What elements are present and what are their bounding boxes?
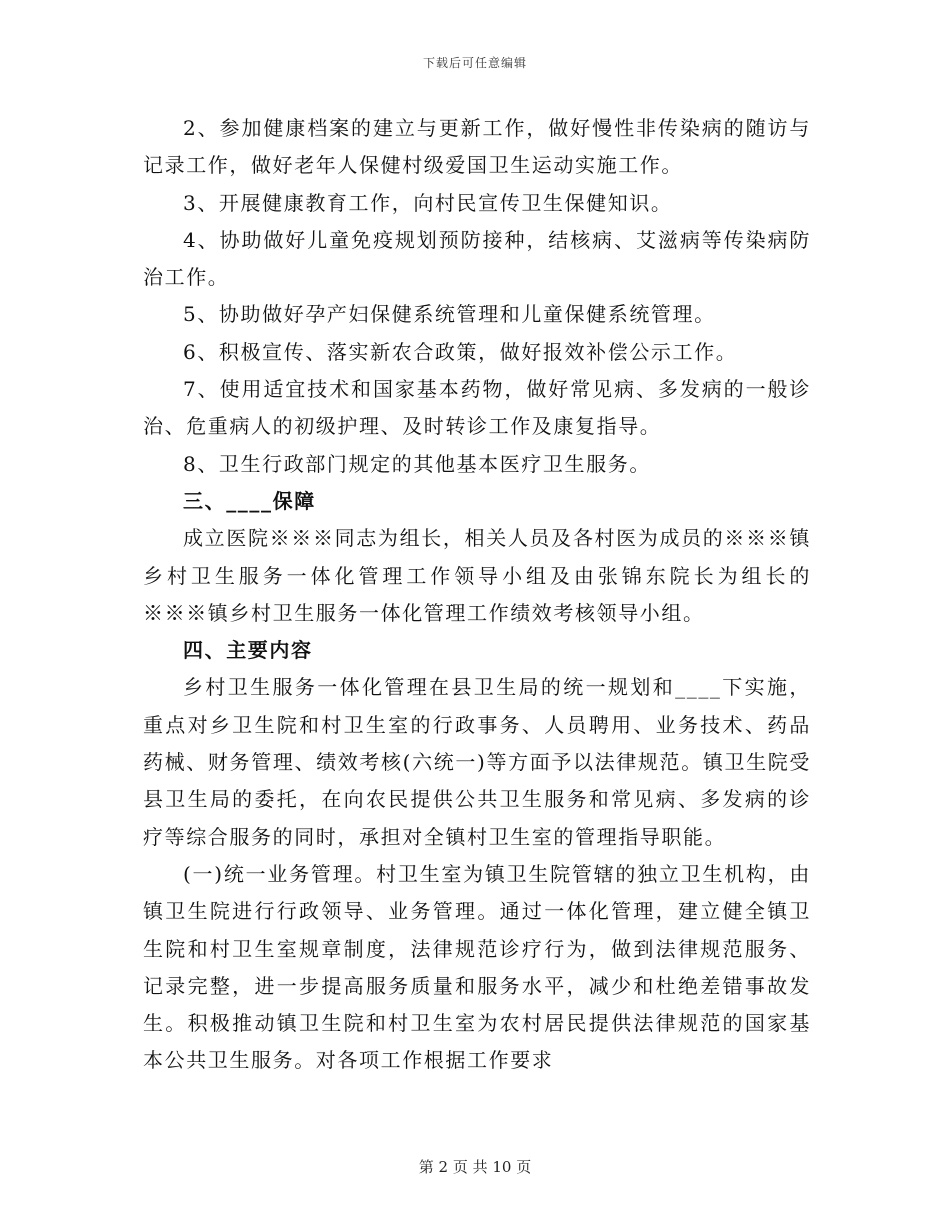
list-item-4: 4、协助做好儿童免疫规划预防接种，结核病、艾滋病等传染病防治工作。 bbox=[143, 227, 811, 290]
document-body bbox=[143, 110, 811, 1080]
list-item-2: 2、参加健康档案的建立与更新工作，做好慢性非传染病的随访与记录工作，做好老年人保健村级爱国卫生运动实施工作。 bbox=[143, 116, 811, 178]
page-number: 第 2 页 共 10 页 bbox=[418, 1158, 532, 1176]
section-heading-3: 三、____保障 bbox=[183, 488, 316, 513]
list-item-6: 6、积极宣传、落实新农合政策，做好报效补偿公示工作。 bbox=[183, 339, 738, 364]
paragraph-unified-management: (一)统一业务管理。村卫生室为镇卫生院管辖的独立卫生机构，由镇卫生院进行行政领导、业务管理。通过一体化管理，建立健全镇卫生院和村卫生室规章制度，法律规范诊疗行为，做到法律规范服务、记录完整，进一步提高服务质量和服务水平，减少和杜绝差错事故发生。积极推动镇卫生院和村卫生室为农村居民提供法律规范的国家基本公共卫生服务。对各项工作根据工作要求 bbox=[143, 861, 811, 1073]
list-item-3: 3、开展健康教育工作，向村民宣传卫生保健知识。 bbox=[183, 190, 673, 215]
list-item-5: 5、协助做好孕产妇保健系统管理和儿童保健系统管理。 bbox=[183, 302, 716, 327]
paragraph-content: 乡村卫生服务一体化管理在县卫生局的统一规划和____下实施，重点对乡卫生院和村卫生室的行政事务、人员聘用、业务技术、药品药械、财务管理、绩效考核(六统一)等方面予以法律规范。镇卫生院受县卫生局的委托，在向农民提供公共卫生服务和常见病、多发病的诊疗等综合服务的同时，承担对全镇村卫生室的管理指导职能。 bbox=[143, 675, 811, 849]
paragraph-team: 成立医院※※※同志为组长，相关人员及各村医为成员的※※※镇乡村卫生服务一体化管理工作领导小组及由张锦东院长为组长的※※※镇乡村卫生服务一体化管理工作绩效考核领导小组。 bbox=[143, 526, 811, 625]
section-heading-4: 四、主要内容 bbox=[183, 638, 313, 663]
page-header: 下载后可任意编辑 bbox=[422, 56, 527, 70]
list-item-7: 7、使用适宜技术和国家基本药物，做好常见病、多发病的一般诊治、危重病人的初级护理、及时转诊工作及康复指导。 bbox=[143, 377, 811, 439]
list-item-8: 8、卫生行政部门规定的其他基本医疗卫生服务。 bbox=[183, 451, 651, 476]
